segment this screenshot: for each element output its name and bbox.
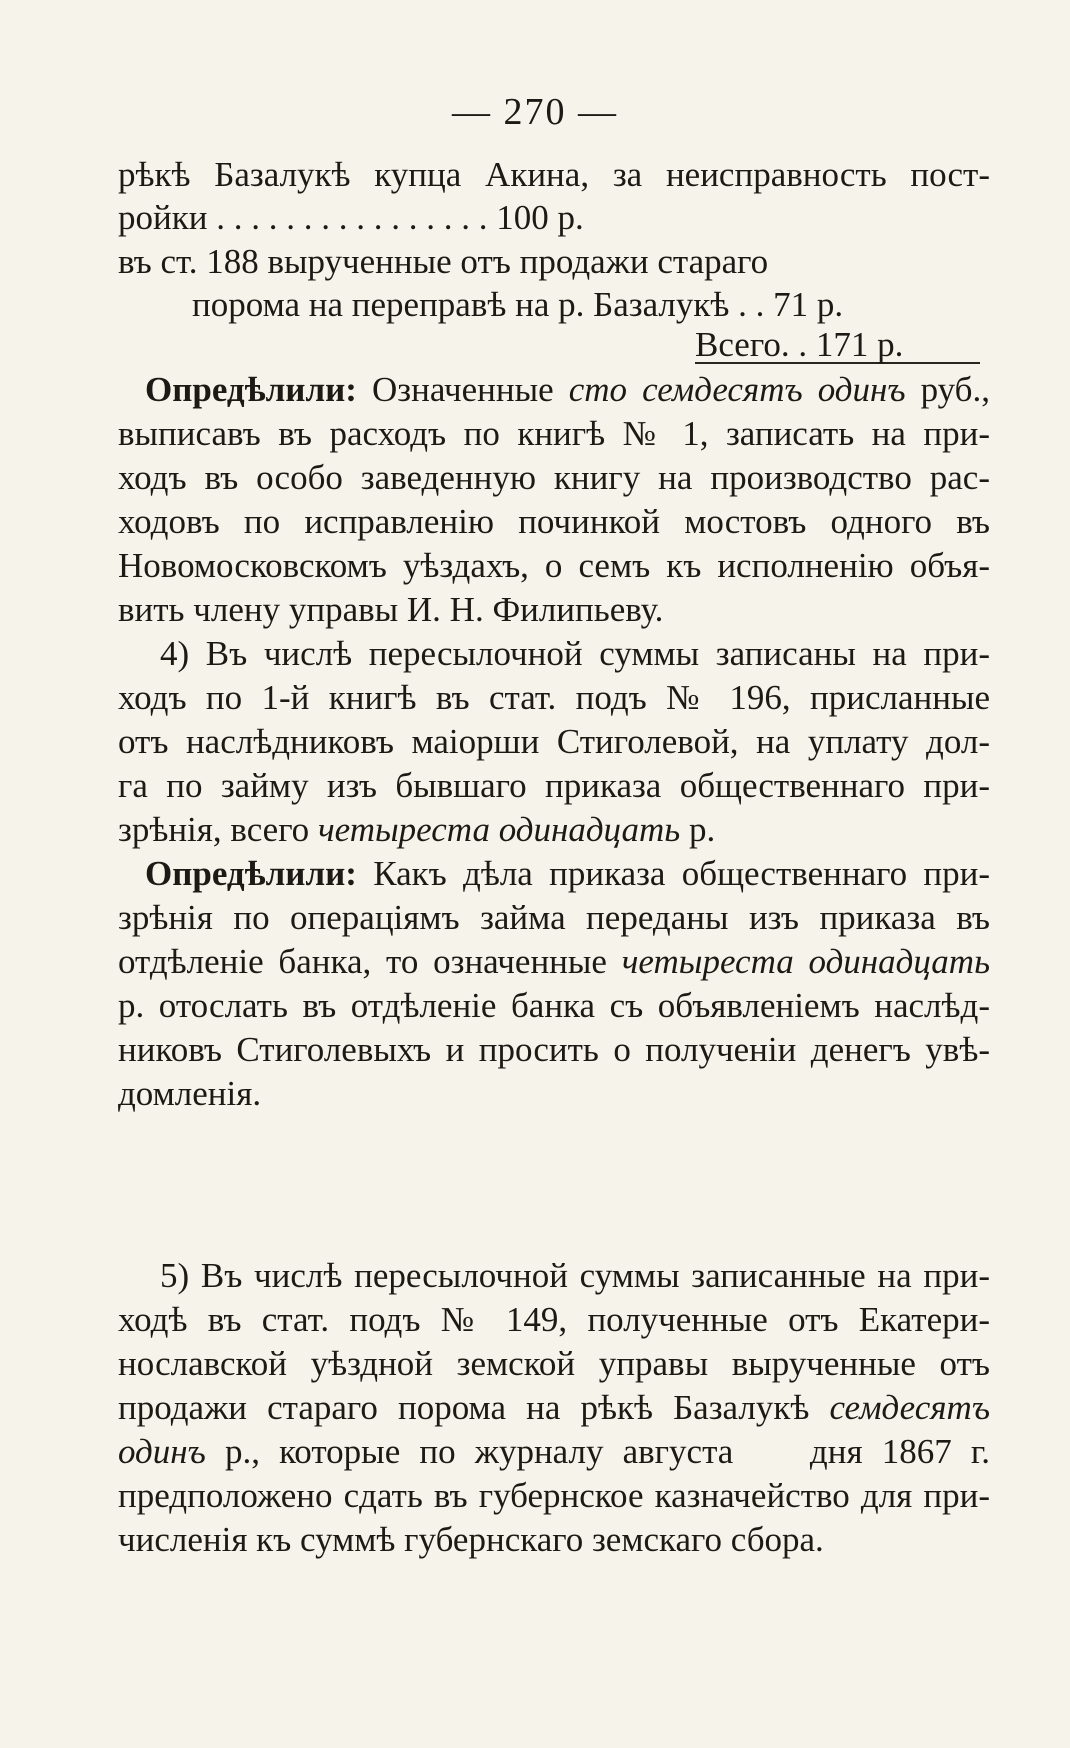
- text-line: ходъ по 1-й книгѣ въ стат. подъ № 196, присланные: [118, 678, 990, 717]
- amount-in-words: четыреста одинадцать: [621, 942, 990, 981]
- text-line: зрѣнія, всего четыреста одинадцать р.: [118, 810, 716, 849]
- amount-in-words: четыреста одинадцать: [317, 810, 681, 849]
- text-line: зрѣнія по операціямъ займа переданы изъ приказа въ: [118, 898, 990, 937]
- text-line: одинъ р., которые по журналу августа дня 1867 г.: [118, 1432, 990, 1471]
- resolution-lead: Опредѣлили:: [145, 370, 357, 409]
- resolution-lead: Опредѣлили:: [145, 854, 357, 893]
- text-line: га по займу изъ бывшаго приказа общественнаго при-: [118, 766, 990, 805]
- text-line: отъ наслѣдниковъ маіорши Стиголевой, на уплату дол-: [118, 722, 990, 761]
- text-line: 5) Въ числѣ пересылочной суммы записанные на при-: [160, 1256, 990, 1295]
- text-line: Новомосковскомъ уѣздахъ, о семъ къ исполненію объя-: [118, 546, 990, 585]
- text-line: р. отослать въ отдѣленіе банка съ объявленіемъ наслѣд-: [118, 986, 990, 1025]
- amount-in-words: сто семдесятъ одинъ: [568, 370, 906, 409]
- text-line: выписавъ въ расходъ по книгѣ № 1, записать на при-: [118, 414, 990, 453]
- text-line: отдѣленіе банка, то означенные четыреста одинадцать: [118, 942, 990, 981]
- text-line: въ ст. 188 вырученные отъ продажи стараго: [118, 242, 769, 281]
- text-line: продажи стараго порома на рѣкѣ Базалукѣ семдесятъ: [118, 1388, 990, 1427]
- text-line: 4) Въ числѣ пересылочной суммы записаны на при-: [160, 634, 990, 673]
- amount-in-words: семдесятъ: [829, 1388, 990, 1427]
- ledger-line: ройки . . . . . . . . . . . . . . . . 100 р.: [118, 198, 584, 237]
- ledger-line: порома на переправѣ на р. Базалукѣ . . 71 р.: [192, 285, 844, 324]
- text-line: ходѣ въ стат. подъ № 149, полученные отъ Екатери-: [118, 1300, 990, 1339]
- text-line: рѣкѣ Базалукѣ купца Акина, за неисправность пост-: [118, 155, 990, 194]
- text-line: ходъ въ особо заведенную книгу на производство рас-: [118, 458, 990, 497]
- text-line: вить члену управы И. Н. Филипьеву.: [118, 590, 664, 629]
- text-line: численія къ суммѣ губернскаго земскаго сбора.: [118, 1520, 824, 1559]
- page-number: — 270 —: [452, 91, 618, 133]
- total-line: Всего. . 171 р.: [695, 325, 904, 364]
- resolution-line: Опредѣлили: Означенные сто семдесятъ одинъ руб.,: [145, 370, 990, 409]
- text-line: домленія.: [118, 1074, 262, 1113]
- text-line: никовъ Стиголевыхъ и просить о полученіи денегъ увѣ-: [118, 1030, 990, 1069]
- resolution-line: Опредѣлили: Какъ дѣла приказа общественнаго при-: [145, 854, 990, 893]
- amount-in-words: одинъ: [118, 1432, 206, 1471]
- text-line: ходовъ по исправленію починкой мостовъ одного въ: [118, 502, 990, 541]
- text-line: предположено сдать въ губернское казначейство для при-: [118, 1476, 990, 1515]
- text-line: нославской уѣздной земской управы вырученные отъ: [118, 1344, 990, 1383]
